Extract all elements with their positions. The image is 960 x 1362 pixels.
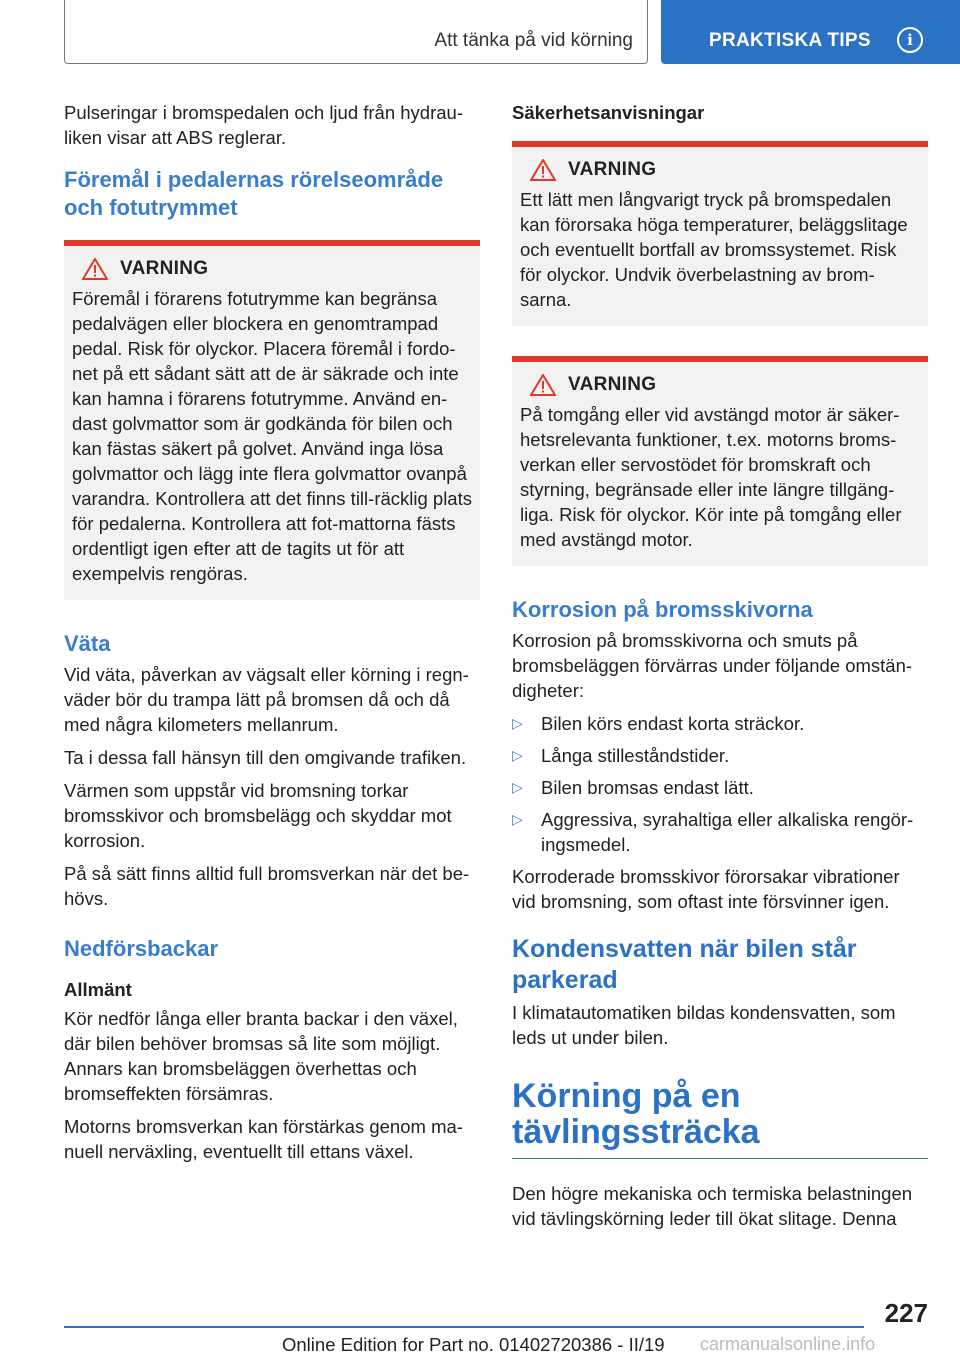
warning-triangle-icon: [530, 374, 556, 396]
chapter-title: PRAKTISKA TIPS: [709, 30, 871, 51]
warning-box-pedal: [64, 240, 480, 600]
corrosion-paragraph-1: Korrosion på bromsskivorna och smuts på bromsbeläggen förvärras under följande omstän-digheter:: [512, 630, 913, 701]
triangle-bullet-icon: ▷: [512, 747, 523, 763]
warning-text: Ett lätt men långvarigt tryck på bromspedalen kan förorsaka höga temperaturer, beläggslitage och eventuellt bortfall av bromssystemet. Risk för olyckor. Undvik överbelastning av brom-sarna.: [520, 189, 908, 310]
subheading-general: Allmänt: [64, 979, 132, 1000]
heading-pedal-area: Föremål i pedalernas rörelseområde och fotutrymmet: [64, 167, 444, 220]
heading-corrosion: Korrosion på bromsskivorna: [512, 597, 813, 622]
wet-paragraph-4: På så sätt finns alltid full bromsverkan när det be-hövs.: [64, 863, 470, 909]
list-item: ▷ Aggressiva, syrahaltiga eller alkaliska rengör-ingsmedel.: [512, 809, 914, 855]
list-item: ▷ Långa stilleståndstider.: [512, 745, 730, 766]
heading-condensate: Kondensvatten när bilen står parkerad: [512, 935, 857, 994]
triangle-bullet-icon: ▷: [512, 779, 523, 795]
list-item: ▷ Bilen körs endast korta sträckor.: [512, 713, 805, 734]
list-item: ▷ Bilen bromsas endast lätt.: [512, 777, 754, 798]
downhill-paragraph-1: Kör nedför långa eller branta backar i den växel, där bilen behöver bromsas så lite som möjligt. Annars kan bromsbeläggen överhettas och bromseffekten försämras.: [64, 1008, 458, 1104]
race-track-paragraph: Den högre mekaniska och termiska belastningen vid tävlingskörning leder till ökat slitage. Denna: [512, 1183, 913, 1229]
warning-triangle-icon: [82, 258, 108, 280]
heading-safety: Säkerhetsanvisningar: [512, 102, 705, 123]
left-column: [64, 100, 480, 1172]
warning-box-overload: [512, 141, 928, 326]
wet-paragraph-1: Vid väta, påverkan av vägsalt eller körning i regn-väder bör du trampa lätt på bromsen då och då med några kilometers mellanrum.: [64, 664, 469, 735]
corrosion-paragraph-2: Korroderade bromsskivor förorsakar vibrationer vid bromsning, som oftast inte försvinner igen.: [512, 866, 900, 912]
warning-label: VARNING: [120, 258, 209, 279]
warning-label: VARNING: [568, 374, 657, 395]
triangle-bullet-icon: ▷: [512, 811, 523, 827]
section-tab: [64, 0, 648, 64]
warning-text: Föremål i förarens fotutrymme kan begränsa pedalvägen eller blockera en genomtrampad pedal. Risk för olyckor. Placera föremål i fordo-net på ett sådant sätt att de är säkrade och inte kan hamna i förarens fotutrymme. Använd en-dast golvmattor som är godkända för bilen och kan fästas säkert på golvet. Använd inga lösa golvmattor och lägg inte flera golvmattor ovanpå varandra. Kontrollera att det finns till-räcklig plats för pedalerna. Kontrollera att fot-mattorna fästs ordentligt igen efter att de tagits ut för att exempelvis rengöras.: [72, 288, 472, 584]
right-column: [512, 100, 928, 1239]
downhill-paragraph-2: Motorns bromsverkan kan förstärkas genom ma-nuell nerväxling, eventuellt till ettans växel.: [64, 1116, 463, 1162]
warning-label: VARNING: [568, 159, 657, 180]
heading-downhill: Nedförsbackar: [64, 936, 219, 961]
corrosion-list: [512, 711, 928, 857]
triangle-bullet-icon: ▷: [512, 715, 523, 731]
condensate-paragraph: I klimatautomatiken bildas kondensvatten, som leds ut under bilen.: [512, 1002, 896, 1048]
watermark: carmanualsonline.info: [700, 1334, 876, 1354]
edition-text: Online Edition for Part no. 01402720386 - II/19: [282, 1334, 665, 1355]
section-title: Att tänka på vid körning: [434, 30, 633, 51]
warning-triangle-icon: [530, 159, 556, 181]
heading-wet: Väta: [64, 631, 111, 656]
heading-race-track: Körning på en tävlingssträcka: [512, 1078, 928, 1159]
intro-paragraph: Pulseringar i bromspedalen och ljud från hydrau-liken visar att ABS reglerar.: [64, 102, 463, 148]
chapter-tab[interactable]: [661, 0, 960, 64]
wet-paragraph-3: Värmen som uppstår vid bromsning torkar bromsskivor och bromsbelägg och skyddar mot korrosion.: [64, 780, 452, 851]
warning-box-idle: [512, 356, 928, 566]
info-circle-icon: i: [897, 27, 923, 53]
page-number: 227: [884, 1298, 928, 1328]
warning-text: På tomgång eller vid avstängd motor är säker-hetsrelevanta funktioner, t.ex. motorns broms-verkan eller servostödet för bromskraft och styrning, begränsade eller inte längre tillgäng-liga. Risk för olyckor. Kör inte på tomgång eller med avstängd motor.: [520, 404, 902, 550]
footer-divider: [64, 1326, 864, 1328]
wet-paragraph-2: Ta i dessa fall hänsyn till den omgivande trafiken.: [64, 747, 467, 768]
